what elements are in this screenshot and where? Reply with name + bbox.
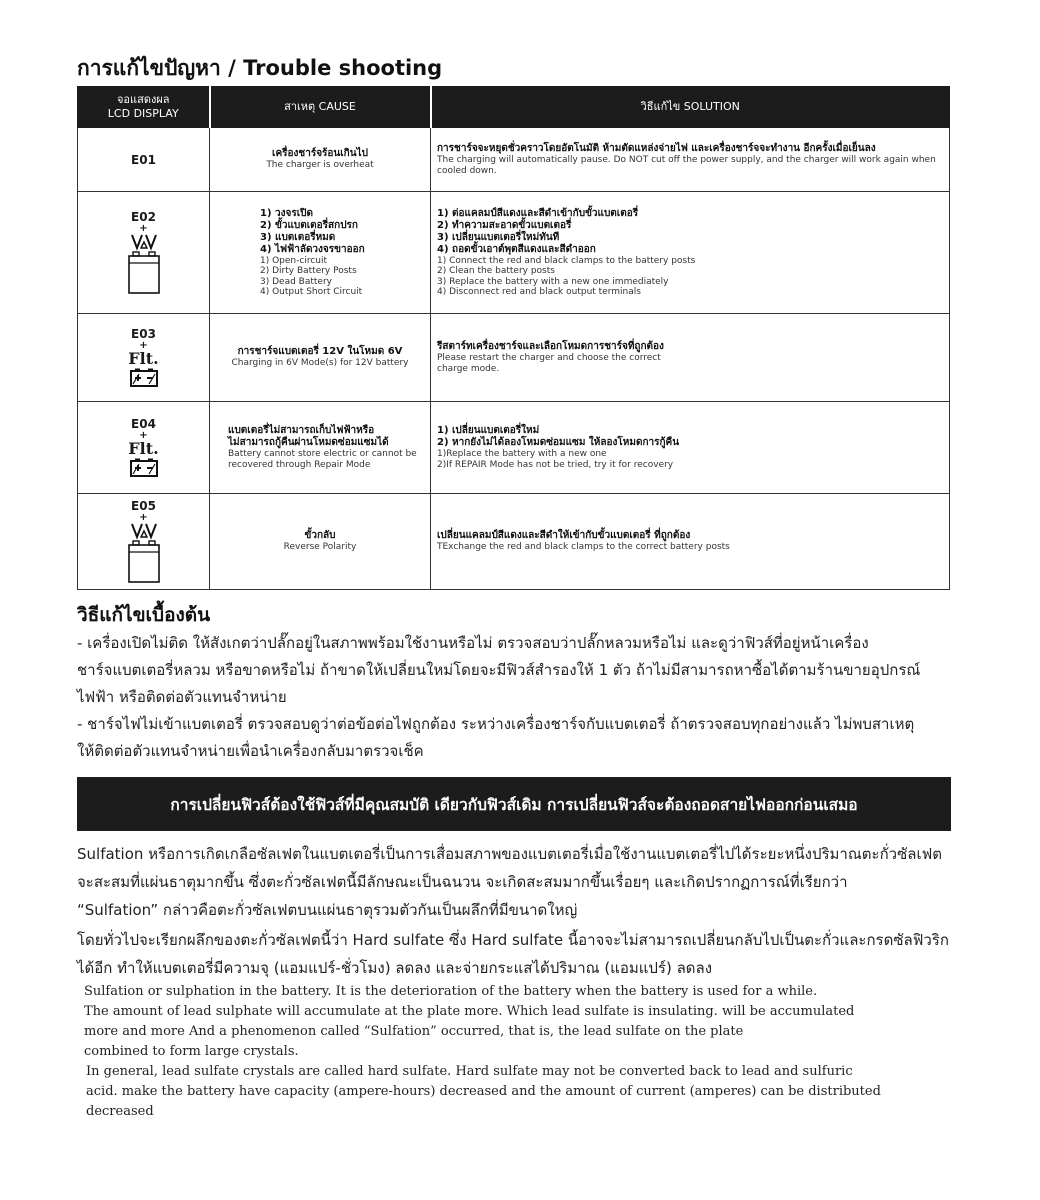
solution-th-2: 2) หากยังไม่ได้ลองโหมดซ่อมแซม ให้ลองโหมดการกู้คืน <box>437 437 680 448</box>
cause-cell <box>210 494 431 590</box>
table-row <box>78 494 950 590</box>
solution-cell <box>431 128 950 192</box>
header-solution: วิธีแก้ไข SOLUTION <box>431 87 950 128</box>
error-code: E04 <box>131 417 156 431</box>
cause-en-2: recovered through Repair Mode <box>228 459 371 470</box>
solution-en: The charging will automatically pause. Do NOT cut off the power supply, and the charger will work again when cooled down. <box>437 155 936 176</box>
cause-cell <box>210 192 431 314</box>
basic-fix-line-2: ชาร์จแบตเตอรี่หลวม หรือขาดหรือไม่ ถ้าขาดให้เปลี่ยนใหม่โดยจะมีฟิวส์สำรองให้ 1 ตัว ถ้าไม่มีสามารถหาซื้อได้ตามร้านขายอุปกรณ์ <box>77 661 921 679</box>
sulfation-en-line: acid. make the battery have capacity (ampere-hours) decreased and the amount of current (amperes) can be distributed <box>86 1084 881 1099</box>
solution-th-1: 1) ต่อแคลมป์สีแดงและสีดำเข้ากับขั้วแบตเตอรี่ <box>437 207 639 219</box>
page-title: การแก้ไขปัญหา / Trouble shooting <box>77 56 443 80</box>
cause-cell <box>210 314 431 402</box>
cause-cell <box>210 128 431 192</box>
solution-th: การชาร์จจะหยุดชั่วคราวโดยอัตโนมัติ ห้ามตัดแหล่งจ่ายไฟ และเครื่องชาร์จจะทำงาน อีกครั้งเมื่อเย็นลง <box>437 143 876 154</box>
sulfation-en-line: decreased <box>86 1104 154 1119</box>
lcd-cell <box>78 494 210 590</box>
basic-fix-title: วิธีแก้ไขเบื้องต้น <box>77 604 211 626</box>
table-row <box>78 402 950 494</box>
cause-th-1: 1) วงจรเปิด <box>260 207 313 219</box>
cause-th-2: 2) ขั้วแบตเตอรี่สกปรก <box>260 219 358 231</box>
cause-th: ขั้วกลับ <box>304 530 336 542</box>
sulfation-th-line: จะสะสมที่แผ่นธาตุมากขึ้น ซึ่งตะกั่วซัลเฟตนี้มีลักษณะเป็นฉนวน จะเกิดสะสมมากขึ้นเรื่อยๆ และเกิดปรากฏการณ์ที่เรียกว่า <box>77 873 848 891</box>
basic-fix-line-5: ให้ติดต่อตัวแทนจำหน่ายเพื่อนำเครื่องกลับมาตรวจเช็ค <box>77 742 424 760</box>
lcd-cell <box>78 314 210 402</box>
fault-text: Flt. <box>128 439 159 458</box>
voltage-icon <box>130 522 158 540</box>
battery-fault-icon <box>129 458 159 478</box>
cause-en: Reverse Polarity <box>283 542 357 553</box>
sulfation-th-p2 <box>77 926 957 982</box>
error-code: E01 <box>131 152 156 167</box>
sulfation-th-line: “Sulfation” กล่าวคือตะกั่วซัลเฟตบนแผ่นธาตุรวมตัวกันเป็นผลึกที่มีขนาดใหญ่ <box>77 901 578 919</box>
basic-fix-line-4: - ชาร์จไฟไม่เข้าแบตเตอรี่ ตรวจสอบดูว่าต่อข้อต่อไฟถูกต้อง ระหว่างเครื่องชาร์จกับแบตเตอรี่ ถ้าตรวจสอบทุกอย่างแล้ว ไม่พบสาเหตุ <box>77 715 915 733</box>
plus-sign: + <box>139 512 148 523</box>
solution-en-2: 2)If REPAIR Mode has not be tried, try it for recovery <box>437 459 674 470</box>
cause-en: Charging in 6V Mode(s) for 12V battery <box>231 358 409 369</box>
solution-en-1: 1)Replace the battery with a new one <box>437 449 607 459</box>
solution-en: TExchange the red and black clamps to the correct battery posts <box>437 542 730 553</box>
sulfation-en-p1 <box>84 982 959 1062</box>
solution-en-3: 3) Replace the battery with a new one immediately <box>437 276 669 287</box>
sulfation-en-p2 <box>86 1062 961 1122</box>
cause-en-3: 3) Dead Battery <box>260 276 332 287</box>
table-row <box>78 192 950 314</box>
lcd-cell <box>78 128 210 192</box>
solution-th: รีสตาร์ทเครื่องชาร์จและเลือกโหมดการชาร์จที่ถูกต้อง <box>437 341 664 352</box>
solution-cell <box>431 192 950 314</box>
table-row <box>78 128 950 192</box>
error-code: E05 <box>131 499 156 513</box>
cause-th-4: 4) ไฟฟ้าลัดวงจรขาออก <box>260 243 365 255</box>
cause-en: The charger is overheat <box>266 160 374 171</box>
solution-cell <box>431 402 950 494</box>
fuse-warning-banner: การเปลี่ยนฟิวส์ต้องใช้ฟิวส์ที่มีคุณสมบัติ เดียวกับฟิวส์เดิม การเปลี่ยนฟิวส์จะต้องถอดสายไฟออกก่อนเสมอ <box>77 777 951 831</box>
solution-en-2: 2) Clean the battery posts <box>437 266 555 276</box>
cause-th-3: 3) แบตเตอรี่หมด <box>260 231 336 243</box>
sulfation-en-line: combined to form large crystals. <box>84 1044 299 1059</box>
header-lcd-th: จอแสดงผล <box>116 93 170 106</box>
plus-sign: + <box>139 430 148 441</box>
solution-th: เปลี่ยนแคลมป์สีแดงและสีดำให้เข้ากับขั้วแบตเตอรี่ ที่ถูกต้อง <box>437 530 691 542</box>
plus-sign: + <box>139 340 148 351</box>
troubleshooting-table <box>77 86 950 590</box>
solution-en-4: 4) Disconnect red and black output terminals <box>437 287 641 297</box>
header-lcd-display <box>78 87 210 128</box>
solution-en-1: 1) Connect the red and black clamps to the battery posts <box>437 255 696 266</box>
solution-th-4: 4) ถอดขั้วเอาต์พุตสีแดงและสีดำออก <box>437 243 596 255</box>
cause-en-4: 4) Output Short Circuit <box>260 287 363 297</box>
battery-icon <box>127 251 161 295</box>
solution-en-1: Please restart the charger and choose the correct <box>437 353 661 363</box>
error-code: E03 <box>131 327 156 341</box>
sulfation-th-line: ได้อีก ทำให้แบตเตอรี่มีความจุ (แอมแปร์-ชั่วโมง) ลดลง และจ่ายกระแสได้ปริมาณ (แอมแปร์) ลดลง <box>77 959 713 977</box>
cause-en-2: 2) Dirty Battery Posts <box>260 266 357 276</box>
solution-cell <box>431 314 950 402</box>
voltage-icon <box>130 233 158 251</box>
sulfation-en-line: more and more And a phenomenon called “Sulfation” occurred, that is, the lead sulfate on the plate <box>84 1024 744 1039</box>
plus-sign: + <box>139 223 148 234</box>
table-row <box>78 314 950 402</box>
header-lcd-en: LCD DISPLAY <box>107 107 179 120</box>
cause-th: เครื่องชาร์จร้อนเกินไป <box>272 148 368 160</box>
basic-fix-line-1: - เครื่องเปิดไม่ติด ให้สังเกตว่าปลั๊กอยู่ในสภาพพร้อมใช้งานหรือไม่ ตรวจสอบว่าปลั๊กหลวมหรือไม่ และดูว่าฟิวส์ที่อยู่หน้าเครื่อง <box>77 634 869 652</box>
sulfation-th-line: โดยทั่วไปจะเรียกผลึกของตะกั่วซัลเฟตนี้ว่า Hard sulfate ซึ่ง Hard sulfate นี้อาจจะไม่สามารถเปลี่ยนกลับไปเป็นตะกั่วและกรดซัลฟิวริก <box>77 931 949 949</box>
sulfation-en-line: In general, lead sulfate crystals are called hard sulfate. Hard sulfate may not be converted back to lead and sulfuric <box>86 1064 853 1079</box>
lcd-cell <box>78 402 210 494</box>
solution-th-3: 3) เปลี่ยนแบตเตอรี่ใหม่ทันที <box>437 231 560 243</box>
sulfation-en-line: Sulfation or sulphation in the battery. It is the deterioration of the battery when the battery is used for a while. <box>84 984 818 999</box>
cause-th: การชาร์จแบตเตอรี่ 12V ในโหมด 6V <box>237 346 403 358</box>
fault-text: Flt. <box>128 349 159 368</box>
table-header-row <box>78 87 950 128</box>
solution-th-2: 2) ทำความสะอาดขั้วแบตเตอรี่ <box>437 219 572 231</box>
basic-fix-text <box>77 630 957 765</box>
error-code: E02 <box>131 210 156 224</box>
solution-en-2: charge mode. <box>437 363 500 374</box>
sulfation-en-line: The amount of lead sulphate will accumulate at the plate more. Which lead sulfate is insulating. will be accumulated <box>84 1004 855 1019</box>
solution-cell <box>431 494 950 590</box>
sulfation-th-line: Sulfation หรือการเกิดเกลือซัลเฟตในแบตเตอรี่เป็นการเสื่อมสภาพของแบตเตอรี่เมื่อใช้งานแบตเตอรี่ไปได้ระยะหนึ่งปริมาณตะกั่วซัลเฟต <box>77 845 942 863</box>
cause-cell <box>210 402 431 494</box>
lcd-cell <box>78 192 210 314</box>
header-cause: สาเหตุ CAUSE <box>210 87 431 128</box>
cause-en-1: Battery cannot store electric or cannot be <box>228 449 417 459</box>
cause-th-2: ไม่สามารถกู้คืนผ่านโหมดซ่อมแซมได้ <box>228 437 389 448</box>
cause-th-1: แบตเตอรี่ไม่สามารถเก็บไฟฟ้าหรือ <box>228 425 375 436</box>
cause-en-1: 1) Open-circuit <box>260 255 328 266</box>
basic-fix-line-3: ไฟฟ้า หรือติดต่อตัวแทนจำหน่าย <box>77 688 287 706</box>
battery-icon <box>127 540 161 584</box>
solution-th-1: 1) เปลี่ยนแบตเตอรี่ใหม่ <box>437 425 540 436</box>
battery-fault-icon <box>129 368 159 388</box>
sulfation-th-p1 <box>77 840 957 924</box>
